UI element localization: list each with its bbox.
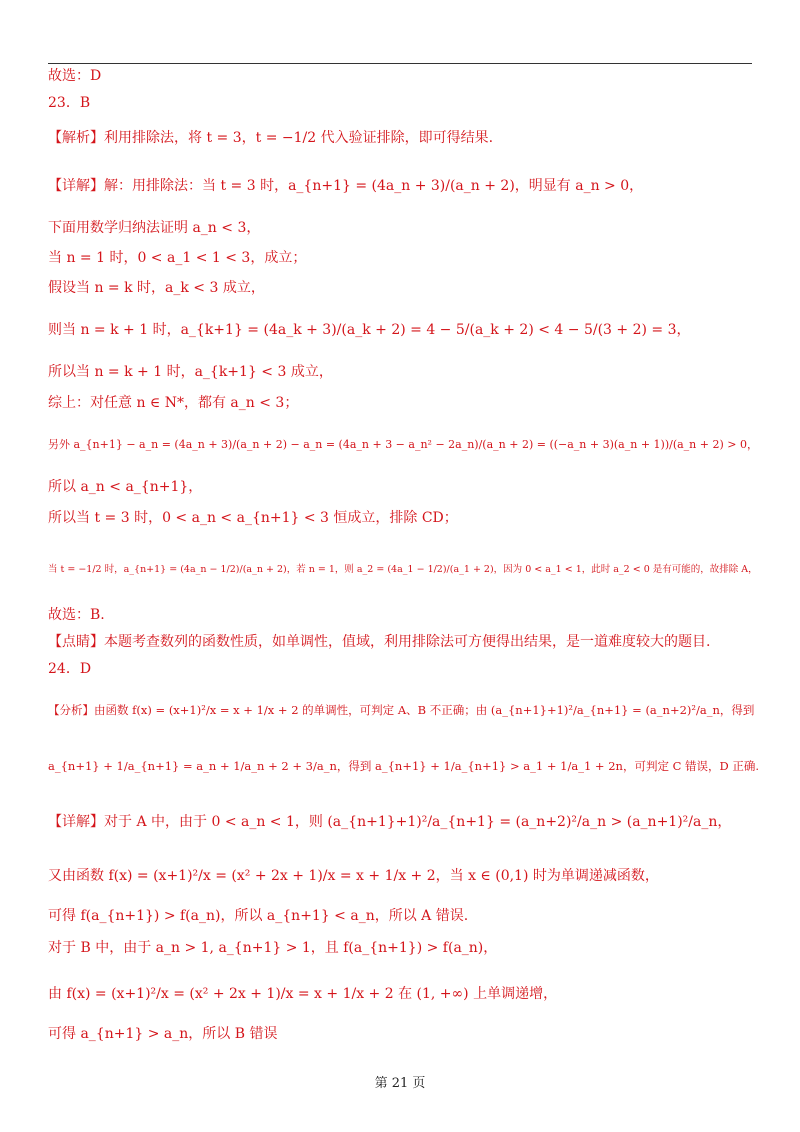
text-line: 所以当 t = 3 时，0 < a_n < a_{n+1} < 3 恒成立，排除 CD； [48,510,458,526]
text-line: 综上：对任意 n ∈ N*，都有 a_n < 3； [48,395,299,411]
text-line: 所以当 n = k + 1 时，a_{k+1} < 3 成立， [48,364,333,380]
text-line: 可得 a_{n+1} > a_n，所以 B 错误 [48,1026,278,1042]
text-line: a_{n+1} + 1/a_{n+1} = a_n + 1/a_n + 2 + 3/a_n，得到 a_{n+1} + 1/a_{n+1} > a_1 + 1/a_1 + 2n，可判定 C 错误，D 正确. [48,759,760,773]
text-line: 由 f(x) = (x+1)²/x = (x² + 2x + 1)/x = x + 1/x + 2 在 (1, +∞) 上单调递增， [48,986,558,1002]
text-line: 【分析】由函数 f(x) = (x+1)²/x = x + 1/x + 2 的单调性，可判定 A、B 不正确；由 (a_{n+1}+1)²/a_{n+1} = (a_n+2)²/a_n，得到 [48,703,755,717]
text-line: 假设当 n = k 时，a_k < 3 成立， [48,280,265,296]
text-line: 【解析】利用排除法，将 t = 3，t = −1/2 代入验证排除，即可得结果. [48,130,494,146]
text-line: 则当 n = k + 1 时，a_{k+1} = (4a_k + 3)/(a_k + 2) = 4 − 5/(a_k + 2) < 4 − 5/(3 + 2) = 3， [48,322,691,338]
text-line: 【详解】解：用排除法：当 t = 3 时，a_{n+1} = (4a_n + 3)/(a_n + 2)，明显有 a_n > 0， [48,178,644,194]
header-rule [48,63,752,64]
text-line: 可得 f(a_{n+1}) > f(a_n)，所以 a_{n+1} < a_n，所以 A 错误. [48,908,469,924]
text-line: 【详解】对于 A 中，由于 0 < a_n < 1，则 (a_{n+1}+1)²/a_{n+1} = (a_n+2)²/a_n > (a_n+1)²/a_n， [48,814,732,830]
text-line: 故选：D [48,68,102,84]
text-line: 24．D [48,661,92,677]
text-line: 下面用数学归纳法证明 a_n < 3， [48,220,261,236]
text-line: 所以 a_n < a_{n+1}， [48,479,203,495]
text-line: 故选：B. [48,607,105,623]
text-line: 又由函数 f(x) = (x+1)²/x = (x² + 2x + 1)/x = x + 1/x + 2，当 x ∈ (0,1) 时为单调递减函数， [48,868,659,884]
text-line: 23．B [48,95,91,111]
text-line: 【点睛】本题考查数列的函数性质，如单调性，值域，利用排除法可方便得出结果，是一道难度较大的题目. [48,634,711,650]
text-line: 另外 a_{n+1} − a_n = (4a_n + 3)/(a_n + 2) − a_n = (4a_n + 3 − a_n² − 2a_n)/(a_n + 2) = ((−a_n + 3)(a_n + 1))/(a_n + 2) > 0， [48,438,758,451]
text-line: 当 t = −1/2 时，a_{n+1} = (4a_n − 1/2)/(a_n + 2)，若 n = 1，则 a_2 = (4a_1 − 1/2)/(a_1 + 2)，因为 0 < a_1 < 1，此时 a_2 < 0 是有可能的，故排除 A， [48,564,758,575]
page-number: 第 21 页 [374,1076,426,1091]
text-line: 当 n = 1 时，0 < a_1 < 1 < 3，成立； [48,250,307,266]
text-line: 对于 B 中，由于 a_n > 1, a_{n+1} > 1，且 f(a_{n+1}) > f(a_n)， [48,940,498,956]
